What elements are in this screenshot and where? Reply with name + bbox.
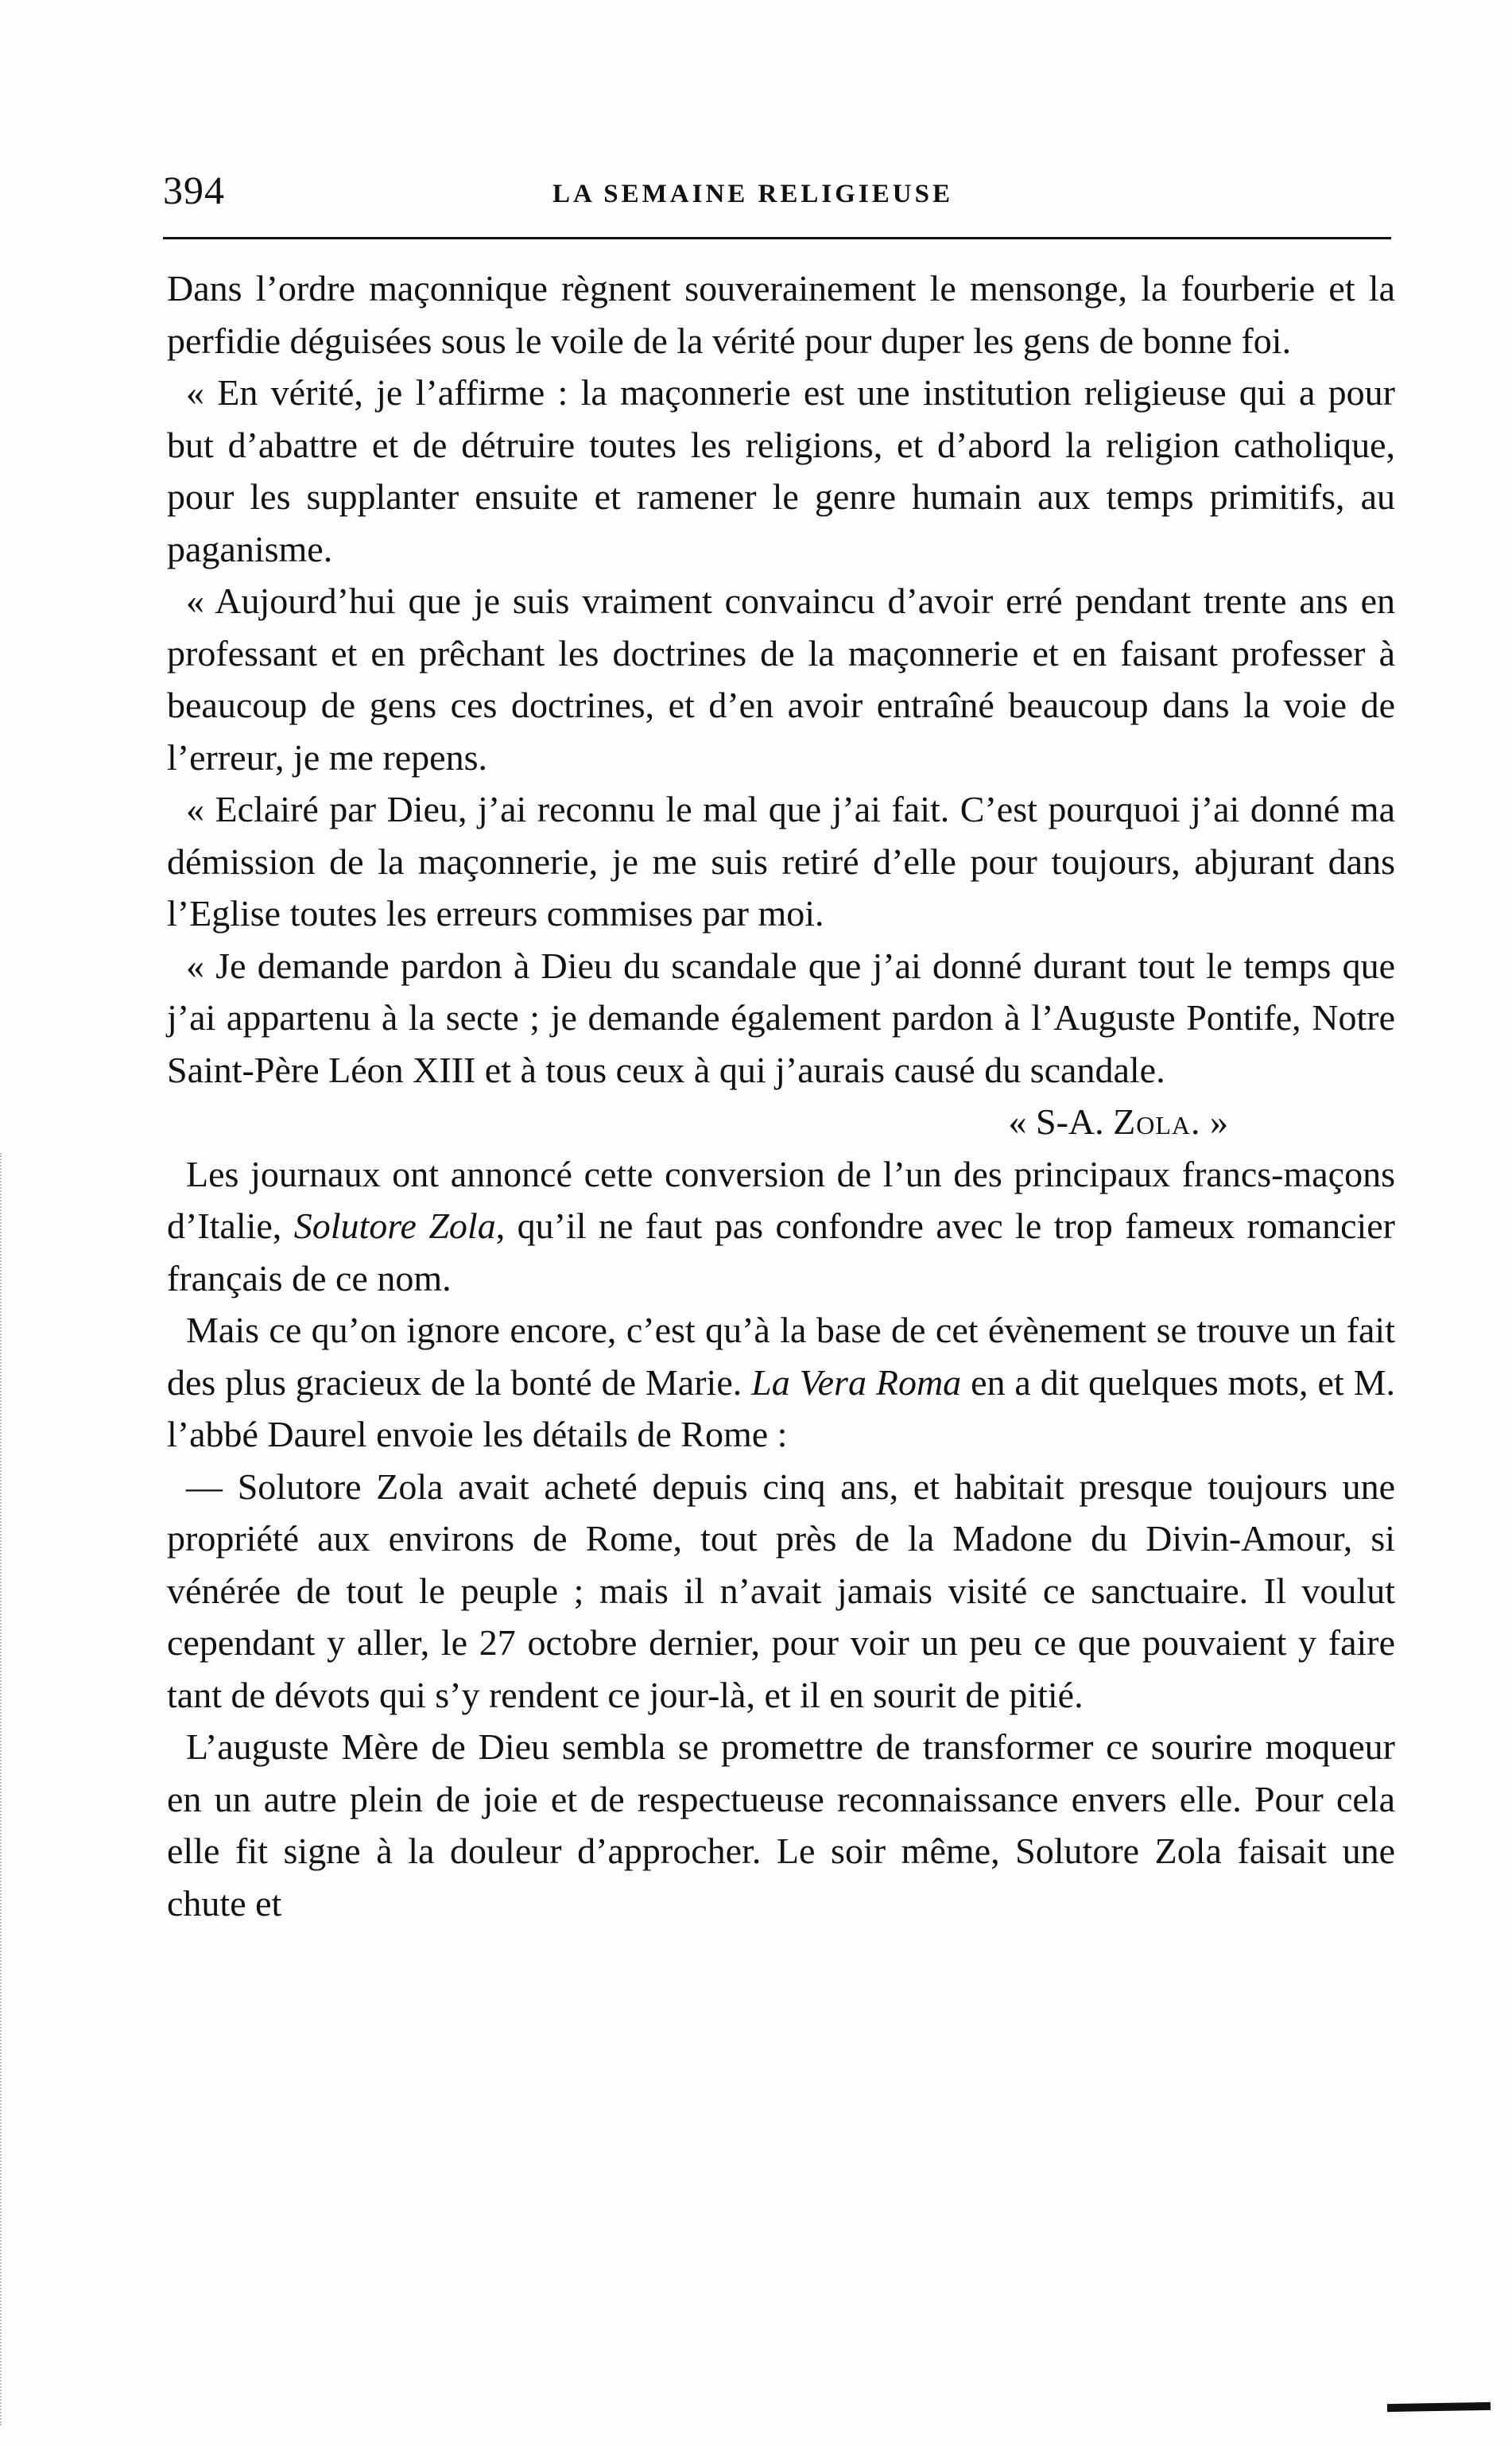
- body-text: [167, 262, 1395, 1929]
- paragraph: Dans l’ordre maçonnique règnent souverainement le mensonge, la fourberie et la perfidie déguisées sous le voile de la vérité pour duper les gens de bonne foi.: [167, 268, 1395, 361]
- paragraph: « Aujourd’hui que je suis vraiment convaincu d’avoir erré pendant trente ans en professant et en prêchant les doctrines de la maçonnerie et en faisant professer à beaucoup de gens ces doctrines, et d’en avoir entraîné beaucoup dans la voie de l’erreur, je me repens.: [167, 580, 1395, 778]
- page-number: 394: [163, 168, 225, 212]
- header-rule: [163, 237, 1391, 239]
- italic-name: Solutore Zola: [293, 1206, 496, 1246]
- paragraph: « Je demande pardon à Dieu du scandale que j’ai donné durant tout le temps que j’ai appartenu à la secte ; je demande également pardon à l’Auguste Pontife, Notre Saint-Père Léon XIII et à tous ceux à qui j’aurais causé du scandale.: [167, 945, 1395, 1090]
- page-header: [163, 159, 1391, 223]
- paragraph: [167, 1148, 1395, 1305]
- paragraph: [167, 1304, 1395, 1461]
- paragraph: « Eclairé par Dieu, j’ai reconnu le mal que j’ai fait. C’est pourquoi j’ai donné ma démission de la maçonnerie, je me suis retiré d’elle pour toujours, abjurant dans l’Eglise toutes les erreurs commises par moi.: [167, 789, 1395, 934]
- italic-title: La Vera Roma: [751, 1361, 962, 1403]
- signature-close: »: [1200, 1101, 1228, 1142]
- paragraph: « En vérité, je l’affirme : la maçonnerie est une institution religieuse qui a pour but d’abattre et de détruire toutes les religions, et d’abord la religion catholique, pour les supplanter ensuite et ramener le genre humain aux temps primitifs, au paganisme.: [167, 372, 1395, 569]
- text-run: en a dit quelques mots, et M. l’abbé Daurel envoie les détails de Rome :: [167, 1361, 1395, 1454]
- signature-name: Zola.: [1113, 1101, 1201, 1142]
- text-run: Mais ce qu’on ignore encore, c’est qu’à la base de cet évènement se trouve un fait des plus gracieux de la bonté de Marie.: [167, 1310, 1395, 1403]
- text-run: , qu’il ne faut pas confondre avec le trop fameux romancier français de ce nom.: [167, 1206, 1396, 1299]
- text-run: Les journaux ont annoncé cette conversion de l’un des principaux francs-maçons d’Italie,: [167, 1153, 1395, 1246]
- signature: [167, 1096, 1395, 1148]
- signature-open: « S-A.: [1008, 1101, 1114, 1142]
- paragraph: — Solutore Zola avait acheté depuis cinq ans, et habitait presque toujours une propriété aux environs de Rome, tout près de la Madone du Divin-Amour, si vénérée de tout le peuple ; mais il n’avait jamais visité ce sanctuaire. Il voulut cependant y aller, le 27 octobre dernier, pour voir un peu ce que pouvaient y faire tant de dévots qui s’y rendent ce jour-là, et il en sourit de pitié.: [167, 1466, 1395, 1715]
- running-title: LA SEMAINE RELIGIEUSE: [552, 180, 953, 208]
- paragraph: L’auguste Mère de Dieu sembla se promettre de transformer ce sourire moqueur en un autre plein de joie et de respectueuse reconnaissance envers elle. Pour cela elle fit signe à la douleur d’approcher. Le soir même, Solutore Zola faisait une chute et: [167, 1726, 1395, 1924]
- page-edge-mark: [1387, 2402, 1491, 2412]
- scan-edge: [0, 1153, 6, 2425]
